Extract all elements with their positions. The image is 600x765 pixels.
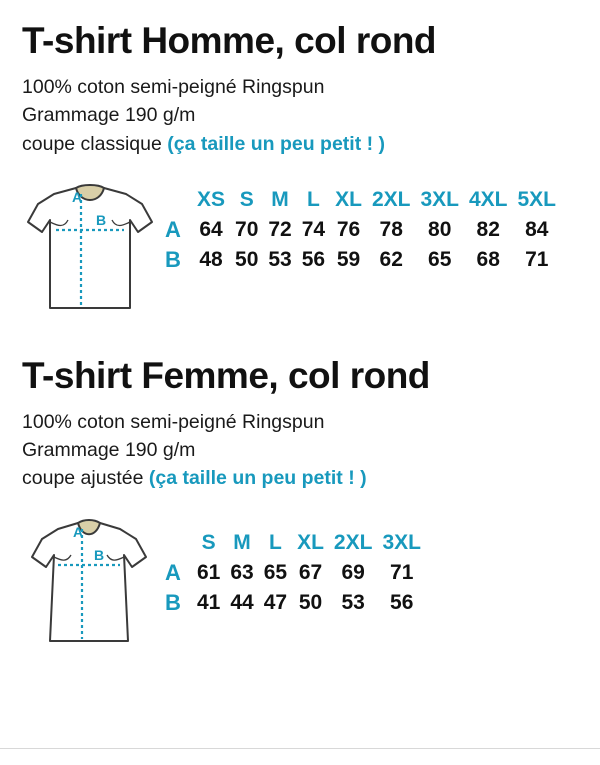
cell-a-m: 63	[230, 560, 254, 584]
section-homme	[0, 0, 600, 325]
cell-b-s: 50	[235, 247, 259, 271]
cell-b-l: 47	[263, 590, 288, 614]
row-label-a: A	[165, 559, 181, 585]
col-xl: XL	[297, 530, 324, 554]
desc-fit-note: (ça taille un peu petit ! )	[167, 132, 386, 155]
cell-b-xl: 50	[298, 590, 323, 614]
cell-b-m: 53	[268, 247, 292, 271]
col-4xl: 4XL	[468, 187, 508, 211]
cell-b-xl: 59	[336, 247, 361, 271]
cell-b-2xl: 62	[379, 247, 403, 271]
cell-b-xs: 48	[199, 247, 223, 271]
col-2xl: 2XL	[333, 530, 373, 554]
diagram-label-a-homme: A	[72, 188, 83, 205]
row-label-a: A	[165, 216, 181, 242]
desc-fit-text: coupe ajustée	[22, 467, 149, 490]
table-corner-cell	[160, 188, 192, 215]
table-row	[160, 588, 426, 618]
table-row	[160, 245, 561, 275]
col-5xl: 5XL	[517, 187, 556, 211]
desc-fit-text: coupe classique	[22, 132, 168, 155]
section-femme	[0, 325, 600, 660]
table-row	[160, 558, 426, 588]
col-s: S	[201, 530, 216, 554]
size-table-wrap-femme	[160, 505, 600, 618]
description-femme	[0, 408, 600, 493]
size-table-wrap-homme	[160, 170, 600, 275]
desc-line-fit	[22, 464, 600, 492]
col-3xl: 3XL	[382, 530, 421, 554]
desc-fit-note: (ça taille un peu petit ! )	[148, 467, 367, 490]
cell-a-3xl: 71	[390, 560, 414, 584]
col-3xl: 3XL	[420, 187, 459, 211]
diagram-label-a-femme: A	[73, 523, 84, 540]
col-l: L	[307, 187, 320, 211]
desc-line-composition: 100% coton semi-peigné Ringspun	[22, 410, 325, 433]
cell-a-s: 70	[235, 217, 259, 241]
table-header-row	[160, 188, 561, 215]
bottom-divider	[0, 748, 600, 749]
cell-a-3xl: 80	[428, 217, 452, 241]
desc-line-weight: Grammage 190 g/m	[22, 104, 196, 127]
cell-b-s: 41	[197, 590, 221, 614]
tshirt-men-icon	[20, 170, 160, 320]
size-table-femme	[160, 531, 426, 618]
row-label-b: B	[165, 589, 181, 615]
cell-b-2xl: 53	[341, 590, 365, 614]
tshirt-women-icon	[20, 505, 160, 655]
page-title-femme: T-shirt Femme, col rond	[22, 354, 430, 396]
page-title-homme: T-shirt Homme, col rond	[22, 20, 437, 61]
figure-row-homme	[0, 170, 600, 325]
size-table-homme	[160, 188, 561, 275]
desc-line-weight: Grammage 190 g/m	[22, 439, 196, 462]
col-2xl: 2XL	[371, 187, 411, 211]
cell-a-xl: 76	[336, 217, 361, 241]
table-corner-cell	[160, 531, 192, 558]
figure-row-femme	[0, 505, 600, 660]
cell-a-l: 74	[301, 217, 326, 241]
col-s: S	[239, 187, 254, 211]
cell-a-5xl: 84	[525, 217, 549, 241]
cell-a-xl: 67	[298, 560, 323, 584]
cell-a-xs: 64	[199, 217, 223, 241]
col-xl: XL	[335, 187, 362, 211]
cell-b-m: 44	[230, 590, 254, 614]
cell-a-s: 61	[197, 560, 221, 584]
cell-b-4xl: 68	[476, 247, 500, 271]
col-m: M	[233, 530, 251, 554]
cell-a-4xl: 82	[476, 217, 500, 241]
tshirt-diagram-femme	[0, 505, 160, 660]
cell-a-m: 72	[268, 217, 292, 241]
table-header-row	[160, 531, 426, 558]
diagram-label-b-femme: B	[94, 546, 105, 563]
tshirt-diagram-homme	[0, 170, 160, 325]
col-xs: XS	[197, 187, 226, 211]
cell-b-3xl: 56	[390, 590, 414, 614]
cell-b-5xl: 71	[525, 247, 549, 271]
desc-line-fit	[22, 130, 600, 158]
cell-b-3xl: 65	[428, 247, 452, 271]
diagram-label-b-homme: B	[96, 211, 107, 228]
col-l: L	[268, 530, 282, 554]
cell-b-l: 56	[301, 247, 326, 271]
table-row	[160, 215, 561, 245]
desc-line-composition: 100% coton semi-peigné Ringspun	[22, 76, 325, 98]
cell-a-2xl: 78	[379, 217, 403, 241]
cell-a-2xl: 69	[341, 560, 365, 584]
description-homme	[0, 73, 600, 158]
cell-a-l: 65	[263, 560, 288, 584]
col-m: M	[271, 187, 289, 211]
row-label-b: B	[165, 246, 181, 272]
